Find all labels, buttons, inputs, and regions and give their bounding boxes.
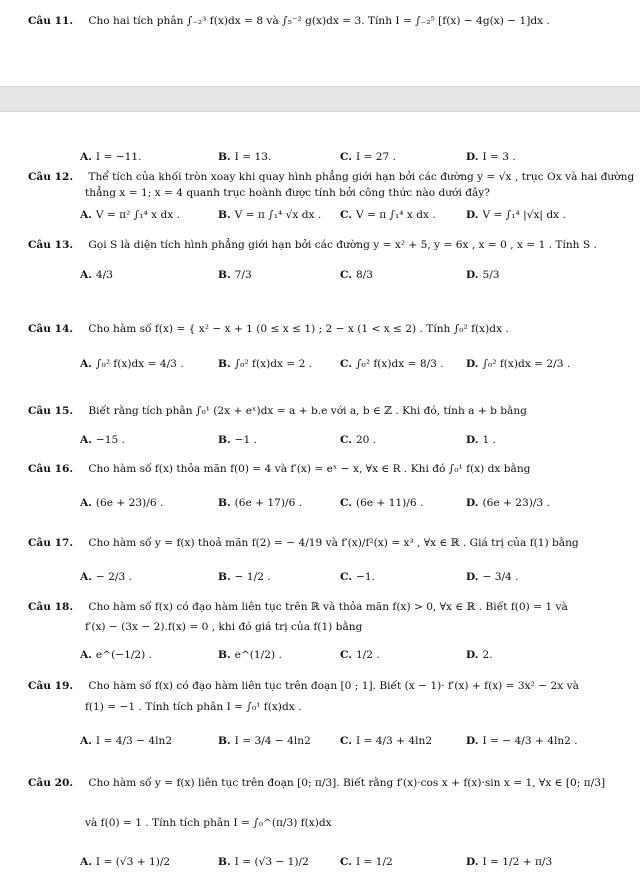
option-letter: D. xyxy=(466,649,479,661)
option-a[interactable] xyxy=(80,734,172,748)
option-letter: B. xyxy=(218,856,231,868)
option-letter: D. xyxy=(466,269,479,281)
option-text: I = −11. xyxy=(95,151,142,163)
question-stem: Cho hàm số y = f(x) thoả mãn f(2) = − 4/19 và f′(x)/f²(x) = x³ , ∀x ∈ ℝ . Giá trị của f(1) bằng xyxy=(88,537,579,549)
option-letter: B. xyxy=(218,434,231,446)
question-20-stem-line2: và f(0) = 1 . Tính tích phân I = ∫₀^(π/3) f(x)dx xyxy=(85,817,332,829)
option-letter: A. xyxy=(80,269,92,281)
option-letter: C. xyxy=(340,571,352,583)
option-letter: B. xyxy=(218,358,231,370)
option-text: I = 27 . xyxy=(355,151,396,163)
option-letter: A. xyxy=(80,735,92,747)
page-separator-band xyxy=(0,86,640,112)
option-letter: D. xyxy=(466,358,479,370)
option-text: −1 . xyxy=(234,434,258,446)
option-text: 8/3 xyxy=(355,269,373,281)
option-a[interactable] xyxy=(80,570,132,584)
question-number: Câu 18. xyxy=(28,601,74,613)
question-number: Câu 12. xyxy=(28,171,74,183)
option-text: I = 1/2 xyxy=(355,856,393,868)
option-c[interactable] xyxy=(340,208,436,222)
option-text: ∫₀² f(x)dx = 4/3 . xyxy=(95,358,184,370)
option-c[interactable] xyxy=(340,150,396,164)
option-text: I = − 4/3 + 4ln2 . xyxy=(482,735,578,747)
question-number: Câu 16. xyxy=(28,463,74,475)
option-b[interactable] xyxy=(218,268,252,282)
option-text: 4/3 xyxy=(95,269,113,281)
option-text: I = 4/3 + 4ln2 xyxy=(355,735,433,747)
option-letter: A. xyxy=(80,358,92,370)
option-letter: B. xyxy=(218,735,231,747)
option-letter: A. xyxy=(80,434,92,446)
option-text: e^(1/2) . xyxy=(234,649,282,661)
question-number: Câu 20. xyxy=(28,777,74,789)
option-text: ∫₀² f(x)dx = 2/3 . xyxy=(482,358,571,370)
option-a[interactable] xyxy=(80,150,141,164)
option-b[interactable] xyxy=(218,855,309,869)
option-text: V = π ∫₁⁴ √x dx . xyxy=(234,209,322,221)
option-c[interactable] xyxy=(340,855,393,869)
question-15 xyxy=(28,404,527,418)
option-c[interactable] xyxy=(340,496,423,510)
option-letter: A. xyxy=(80,209,92,221)
option-d[interactable] xyxy=(466,648,493,662)
question-stem: Cho hàm số f(x) có đạo hàm liên tục trên ℝ và thỏa mãn f(x) > 0, ∀x ∈ ℝ . Biết f(0) = 1 và xyxy=(88,601,568,613)
option-text: (6e + 11)/6 . xyxy=(355,497,424,509)
option-b[interactable] xyxy=(218,734,311,748)
option-letter: C. xyxy=(340,856,352,868)
option-b[interactable] xyxy=(218,208,321,222)
option-d[interactable] xyxy=(466,357,570,371)
option-a[interactable] xyxy=(80,496,163,510)
option-a[interactable] xyxy=(80,208,180,222)
option-d[interactable] xyxy=(466,496,550,510)
option-letter: D. xyxy=(466,856,479,868)
option-text: V = π ∫₁⁴ x dx . xyxy=(355,209,436,221)
option-text: 2. xyxy=(482,649,493,661)
option-c[interactable] xyxy=(340,734,432,748)
option-letter: C. xyxy=(340,434,352,446)
option-b[interactable] xyxy=(218,150,271,164)
option-text: I = (√3 − 1)/2 xyxy=(234,856,309,868)
option-letter: D. xyxy=(466,151,479,163)
option-text: I = 13. xyxy=(234,151,272,163)
option-letter: B. xyxy=(218,571,231,583)
option-letter: B. xyxy=(218,151,231,163)
question-number: Câu 19. xyxy=(28,680,74,692)
question-18-stem-line2: f′(x) − (3x − 2).f(x) = 0 , khi đó giá trị của f(1) bằng xyxy=(85,621,363,633)
option-c[interactable] xyxy=(340,268,373,282)
option-d[interactable] xyxy=(466,268,500,282)
question-number: Câu 13. xyxy=(28,239,74,251)
question-number: Câu 17. xyxy=(28,537,74,549)
option-text: ∫₀² f(x)dx = 2 . xyxy=(234,358,313,370)
option-letter: D. xyxy=(466,209,479,221)
option-letter: A. xyxy=(80,571,92,583)
option-text: V = π² ∫₁⁴ x dx . xyxy=(95,209,180,221)
question-19 xyxy=(28,679,579,693)
option-text: (6e + 23)/3 . xyxy=(482,497,550,509)
option-letter: D. xyxy=(466,497,479,509)
question-17 xyxy=(28,536,579,550)
question-19-stem-line2: f(1) = −1 . Tính tích phân I = ∫₀¹ f(x)dx . xyxy=(85,701,302,713)
option-a[interactable] xyxy=(80,357,184,371)
option-text: − 3/4 . xyxy=(482,571,519,583)
option-text: ∫₀² f(x)dx = 8/3 . xyxy=(355,358,444,370)
option-text: − 2/3 . xyxy=(95,571,132,583)
option-text: −15 . xyxy=(95,434,126,446)
option-d[interactable] xyxy=(466,570,519,584)
option-text: V = ∫₁⁴ |√x| dx . xyxy=(482,209,566,221)
option-c[interactable] xyxy=(340,648,380,662)
option-c[interactable] xyxy=(340,433,376,447)
option-b[interactable] xyxy=(218,496,302,510)
option-text: 7/3 xyxy=(234,269,252,281)
option-text: I = 3 . xyxy=(482,151,516,163)
question-stem: Cho hàm số f(x) có đạo hàm liên tục trên đoạn [0 ; 1]. Biết (x − 1)· f′(x) + f(x) = 3x² − 2x và xyxy=(88,680,579,692)
question-11 xyxy=(28,14,550,28)
option-text: I = 4/3 − 4ln2 xyxy=(95,735,173,747)
option-text: e^(−1/2) . xyxy=(95,649,152,661)
option-letter: B. xyxy=(218,209,231,221)
question-number: Câu 11. xyxy=(28,15,74,27)
question-14 xyxy=(28,322,509,336)
option-letter: D. xyxy=(466,571,479,583)
option-d[interactable] xyxy=(466,734,578,748)
option-d[interactable] xyxy=(466,433,496,447)
option-text: (6e + 17)/6 . xyxy=(234,497,303,509)
option-d[interactable] xyxy=(466,150,516,164)
option-a[interactable] xyxy=(80,433,125,447)
option-letter: C. xyxy=(340,209,352,221)
option-letter: C. xyxy=(340,649,352,661)
option-text: 1/2 . xyxy=(355,649,380,661)
question-stem: Biết rằng tích phân ∫₀¹ (2x + eˣ)dx = a + b.e với a, b ∈ ℤ . Khi đó, tính a + b bằng xyxy=(88,405,527,417)
option-b[interactable] xyxy=(218,648,282,662)
option-b[interactable] xyxy=(218,357,312,371)
option-c[interactable] xyxy=(340,357,444,371)
option-letter: A. xyxy=(80,856,92,868)
option-a[interactable] xyxy=(80,855,170,869)
option-letter: A. xyxy=(80,151,92,163)
option-letter: D. xyxy=(466,434,479,446)
option-text: 5/3 xyxy=(482,269,500,281)
question-18 xyxy=(28,600,568,614)
question-stem: Cho hàm số y = f(x) liên tục trên đoạn [0; π/3]. Biết rằng f′(x)·cos x + f(x)·sin x = 1, ∀x ∈ [0; π/3] xyxy=(88,777,606,789)
question-stem: Cho hàm số f(x) thỏa mãn f(0) = 4 và f′(x) = eˣ − x, ∀x ∈ R . Khi đó ∫₀¹ f(x) dx bằng xyxy=(88,463,531,475)
question-stem: Gọi S là diện tích hình phẳng giới hạn bởi các đường y = x² + 5, y = 6x , x = 0 , x = 1 . Tính S . xyxy=(88,239,597,251)
option-letter: C. xyxy=(340,735,352,747)
question-12 xyxy=(28,170,634,184)
question-13 xyxy=(28,238,597,252)
option-text: I = 1/2 + π/3 xyxy=(482,856,553,868)
question-stem: Thể tích của khối tròn xoay khi quay hình phẳng giới hạn bởi các đường y = √x , trục Ox và hai đường xyxy=(88,171,635,183)
option-letter: C. xyxy=(340,358,352,370)
question-stem: Cho hai tích phân ∫₋₂³ f(x)dx = 8 và ∫₅⁻² g(x)dx = 3. Tính I = ∫₋₂⁵ [f(x) − 4g(x) − 1]dx . xyxy=(88,15,550,27)
option-text: I = (√3 + 1)/2 xyxy=(95,856,171,868)
option-letter: B. xyxy=(218,649,231,661)
option-text: 20 . xyxy=(355,434,377,446)
option-c[interactable] xyxy=(340,570,375,584)
option-d[interactable] xyxy=(466,208,566,222)
option-letter: A. xyxy=(80,497,92,509)
option-letter: B. xyxy=(218,269,231,281)
option-text: 1 . xyxy=(482,434,496,446)
question-stem: Cho hàm số f(x) = { x² − x + 1 (0 ≤ x ≤ 1) ; 2 − x (1 < x ≤ 2) . Tính ∫₀² f(x)dx . xyxy=(88,323,509,335)
option-text: −1. xyxy=(355,571,375,583)
option-letter: D. xyxy=(466,735,479,747)
question-12-stem-line2: thẳng x = 1; x = 4 quanh trục hoành được tính bởi công thức nào dưới đây? xyxy=(85,187,490,199)
option-b[interactable] xyxy=(218,433,257,447)
option-a[interactable] xyxy=(80,268,113,282)
option-letter: A. xyxy=(80,649,92,661)
option-letter: C. xyxy=(340,151,352,163)
question-number: Câu 14. xyxy=(28,323,74,335)
option-text: − 1/2 . xyxy=(234,571,271,583)
option-text: I = 3/4 − 4ln2 xyxy=(234,735,311,747)
option-a[interactable] xyxy=(80,648,152,662)
question-16 xyxy=(28,462,530,476)
question-20 xyxy=(28,776,605,790)
option-letter: B. xyxy=(218,497,231,509)
option-b[interactable] xyxy=(218,570,271,584)
option-letter: C. xyxy=(340,269,352,281)
option-d[interactable] xyxy=(466,855,552,869)
option-text: (6e + 23)/6 . xyxy=(95,497,164,509)
option-letter: C. xyxy=(340,497,352,509)
question-number: Câu 15. xyxy=(28,405,74,417)
